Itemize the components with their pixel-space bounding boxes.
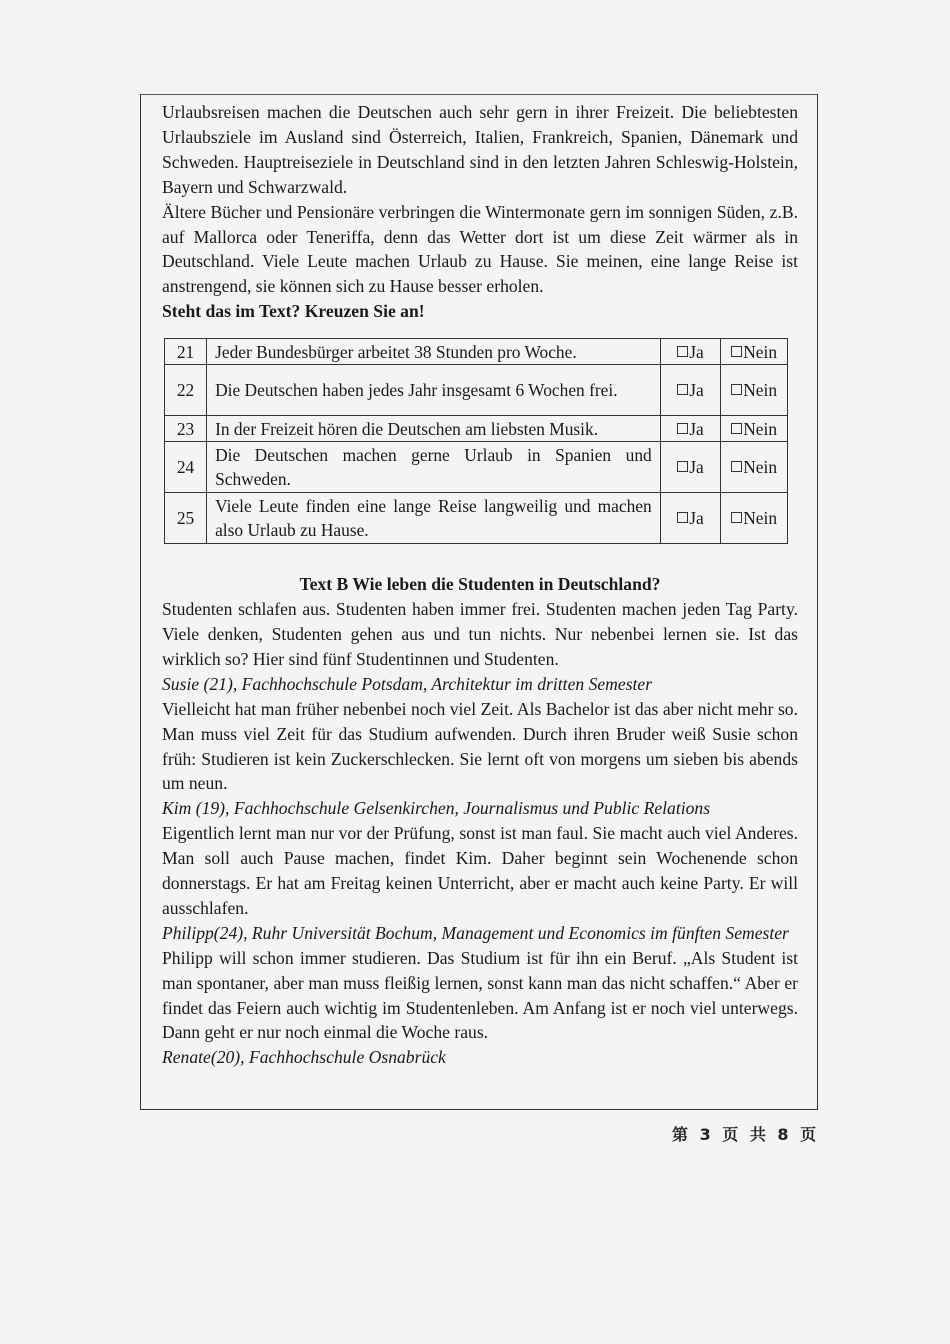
question-statement: Die Deutschen machen gerne Urlaub in Spanien und Schweden. (207, 442, 661, 493)
susie-text: Vielleicht hat man früher nebenbei noch viel Zeit. Als Bachelor ist das aber nicht mehr so. Man muss viel Zeit für das Studium aufwenden. Durch ihren Bruder weiß Susie schon früh: Studieren ist kein Zuckerschlecken. Sie lernt oft von morgens um sieben bis abends um neun. (162, 698, 798, 794)
question-statement: In der Freizeit hören die Deutschen am liebsten Musik. (207, 416, 661, 442)
content-area (162, 100, 798, 1070)
option-ja-label: Ja (689, 380, 704, 401)
quiz-table (164, 338, 788, 544)
checkbox-icon (677, 461, 688, 472)
susie-heading: Susie (21), Fachhochschule Potsdam, Architektur im dritten Semester (162, 673, 653, 694)
quiz-row (165, 416, 788, 442)
page-number: 第 3 页 共 8 页 (672, 1125, 820, 1144)
instruction: Steht das im Text? Kreuzen Sie an! (162, 301, 425, 322)
kim-heading: Kim (19), Fachhochschule Gelsenkirchen, Journalismus und Public Relations (162, 798, 711, 819)
option-nein[interactable] (721, 339, 788, 365)
option-ja[interactable] (660, 416, 721, 442)
option-ja-label: Ja (689, 418, 704, 439)
option-nein[interactable] (721, 442, 788, 493)
option-nein[interactable] (721, 365, 788, 416)
question-number: 23 (165, 416, 207, 442)
option-nein-label: Nein (743, 341, 778, 362)
question-number: 22 (165, 365, 207, 416)
text-a-paragraph-2: Ältere Bücher und Pensionäre verbringen die Wintermonate gern im sonnigen Süden, z.B. auf Mallorca oder Teneriffa, denn das Wetter dort ist um diese Zeit wärmer als in Deutschland. Viele Leute machen Urlaub zu Hause. Sie meinen, eine lange Reise ist anstrengend, sie können sich zu Hause besser erholen. (162, 201, 798, 297)
option-nein[interactable] (721, 493, 788, 544)
kim-text: Eigentlich lernt man nur vor der Prüfung, sonst ist man faul. Sie macht auch viel Anderes. Man soll auch Pause machen, findet Kim. Daher beginnt sein Wochenende schon donnerstags. Er hat am Freitag keinen Unterricht, aber er macht auch keine Party. Er will ausschlafen. (162, 823, 798, 918)
option-ja[interactable] (660, 365, 721, 416)
checkbox-icon (731, 512, 742, 523)
question-number: 25 (165, 493, 207, 544)
option-ja-label: Ja (689, 457, 704, 478)
question-number: 21 (165, 339, 207, 365)
philipp-heading: Philipp(24), Ruhr Universität Bochum, Management und Economics im fünften Semester (162, 922, 789, 943)
checkbox-icon (731, 461, 742, 472)
option-nein-label: Nein (743, 380, 778, 401)
quiz-row (165, 365, 788, 416)
option-nein-label: Nein (743, 418, 778, 439)
quiz-row (165, 493, 788, 544)
checkbox-icon (677, 512, 688, 523)
option-ja-label: Ja (689, 341, 704, 362)
question-statement: Viele Leute finden eine lange Reise langweilig und machen also Urlaub zu Hause. (207, 493, 661, 544)
option-ja[interactable] (660, 339, 721, 365)
option-nein-label: Nein (743, 508, 778, 529)
option-ja[interactable] (660, 442, 721, 493)
renate-heading: Renate(20), Fachhochschule Osnabrück (162, 1047, 446, 1068)
text-b-title: Text B Wie leben die Studenten in Deutschland? (299, 574, 661, 595)
option-ja-label: Ja (689, 508, 704, 529)
option-ja[interactable] (660, 493, 721, 544)
quiz-row (165, 442, 788, 493)
checkbox-icon (677, 423, 688, 434)
checkbox-icon (731, 423, 742, 434)
question-statement: Die Deutschen haben jedes Jahr insgesamt 6 Wochen frei. (207, 365, 661, 416)
philipp-text: Philipp will schon immer studieren. Das Studium ist für ihn ein Beruf. „Als Student ist man spontaner, aber man muss fleißig lernen, sonst kann man das nicht schaffen.“ Aber er findet das Feiern auch wichtig im Studentenleben. Am Anfang ist er noch viel unterwegs. Dann geht er nur noch einmal die Woche raus. (162, 947, 798, 1043)
option-nein-label: Nein (743, 457, 778, 478)
question-number: 24 (165, 442, 207, 493)
question-statement: Jeder Bundesbürger arbeitet 38 Stunden pro Woche. (207, 339, 661, 365)
text-b-intro: Studenten schlafen aus. Studenten haben immer frei. Studenten machen jeden Tag Party. Viele denken, Studenten gehen aus und tun nichts. Nur nebenbei lernen sie. Ist das wirklich so? Hier sind fünf Studentinnen und Studenten. (162, 599, 798, 669)
checkbox-icon (731, 346, 742, 357)
option-nein[interactable] (721, 416, 788, 442)
checkbox-icon (731, 384, 742, 395)
checkbox-icon (677, 384, 688, 395)
quiz-row (165, 339, 788, 365)
checkbox-icon (677, 346, 688, 357)
text-a-paragraph-1: Urlaubsreisen machen die Deutschen auch sehr gern in ihrer Freizeit. Die beliebtesten Urlaubsziele im Ausland sind Österreich, Italien, Frankreich, Spanien, Dänemark und Schweden. Hauptreiseziele in Deutschland sind in den letzten Jahren Schleswig-Holstein, Bayern und Schwarzwald. (162, 102, 798, 197)
